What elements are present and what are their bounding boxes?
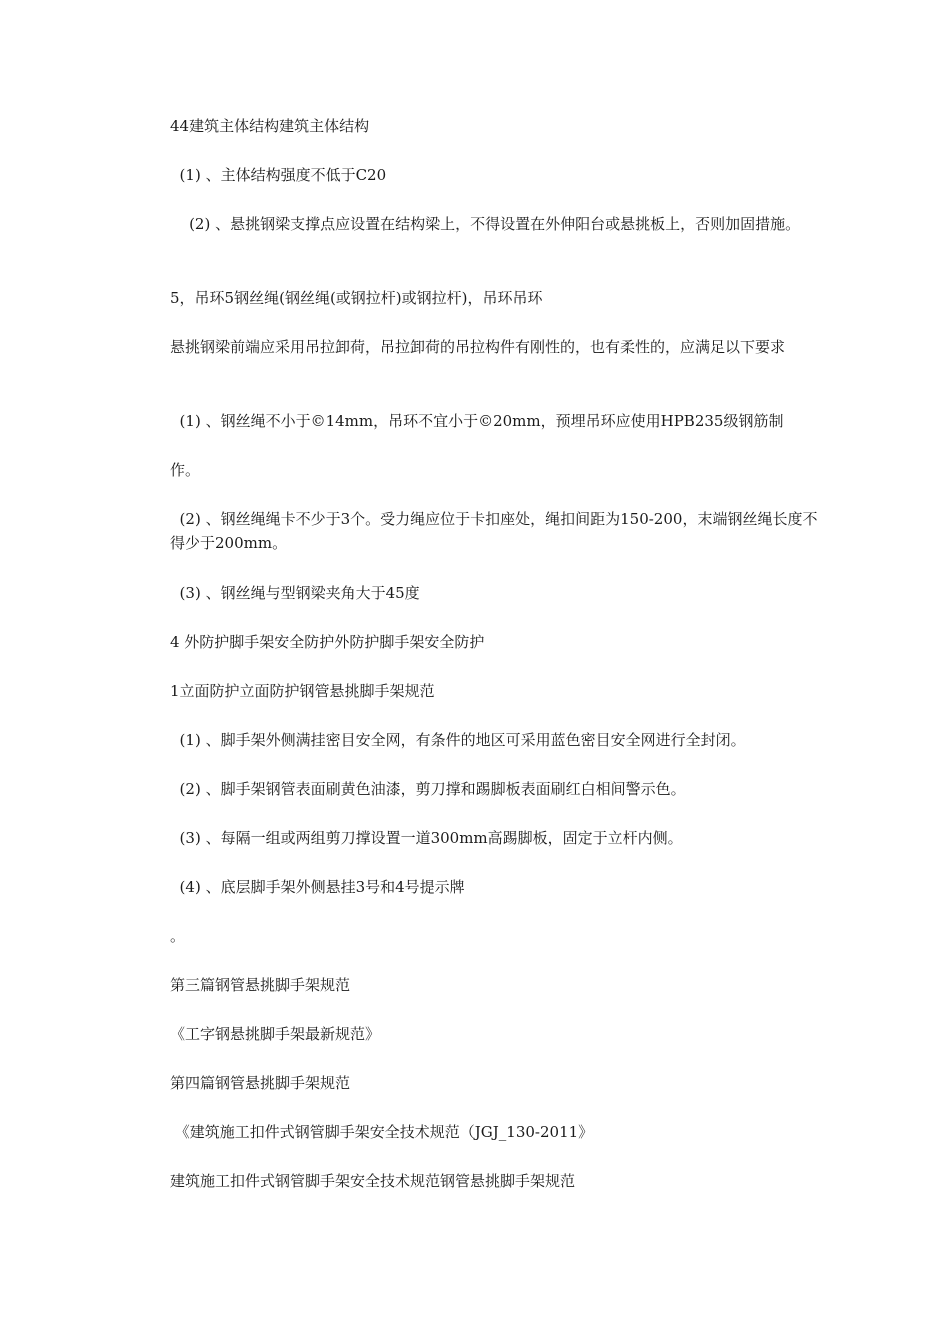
paragraph: (3) 、每隔一组或两组剪刀撑设置一道300mm高踢脚板，固定于立杆内侧。 — [170, 829, 683, 847]
paragraph: 作。 — [170, 461, 201, 479]
book-title: 《建筑施工扣件式钢管脚手架安全技术规范（JGJ_130-2011》 — [170, 1123, 594, 1141]
paragraph: (1) 、主体结构强度不低于C20 — [170, 166, 387, 184]
paragraph: (1) 、钢丝绳不小于©14mm，吊环不宜小于©20mm，预埋吊环应使用HPB235级钢筋制 — [170, 412, 784, 430]
paragraph: (2) 、钢丝绳绳卡不少于3个。受力绳应位于卡扣座处，绳扣间距为150-200，末端钢丝绳长度不得少于200mm。 — [170, 510, 818, 552]
paragraph: (1) 、脚手架外侧满挂密目安全网，有条件的地区可采用蓝色密目安全网进行全封闭。 — [170, 731, 746, 749]
paragraph: 悬挑钢梁前端应采用吊拉卸荷，吊拉卸荷的吊拉构件有刚性的，也有柔性的，应满足以下要求 — [170, 338, 786, 356]
paragraph: (4) 、底层脚手架外侧悬挂3号和4号提示牌 — [170, 878, 465, 896]
heading-44: 44建筑主体结构建筑主体结构 — [170, 117, 370, 135]
heading-5: 5，吊环5钢丝绳(钢丝绳(或钢拉杆)或钢拉杆)，吊环吊环 — [170, 289, 543, 307]
section-title: 第三篇钢管悬挑脚手架规范 — [170, 976, 351, 994]
heading-1: 1立面防护立面防护钢管悬挑脚手架规范 — [170, 682, 435, 700]
paragraph: (3) 、钢丝绳与型钢梁夹角大于45度 — [170, 584, 420, 602]
section-title: 第四篇钢管悬挑脚手架规范 — [170, 1074, 351, 1092]
paragraph: (2) 、悬挑钢梁支撑点应设置在结构梁上，不得设置在外伸阳台或悬挑板上，否则加固措施。 — [170, 215, 801, 233]
paragraph: (2) 、脚手架钢管表面刷黄色油漆，剪刀撑和踢脚板表面刷红白相间警示色。 — [170, 780, 686, 798]
heading-4: 4 外防护脚手架安全防护外防护脚手架安全防护 — [170, 633, 485, 651]
book-title: 《工字钢悬挑脚手架最新规范》 — [170, 1025, 381, 1043]
paragraph: 建筑施工扣件式钢管脚手架安全技术规范钢管悬挑脚手架规范 — [170, 1172, 576, 1190]
paragraph: 。 — [170, 927, 186, 945]
